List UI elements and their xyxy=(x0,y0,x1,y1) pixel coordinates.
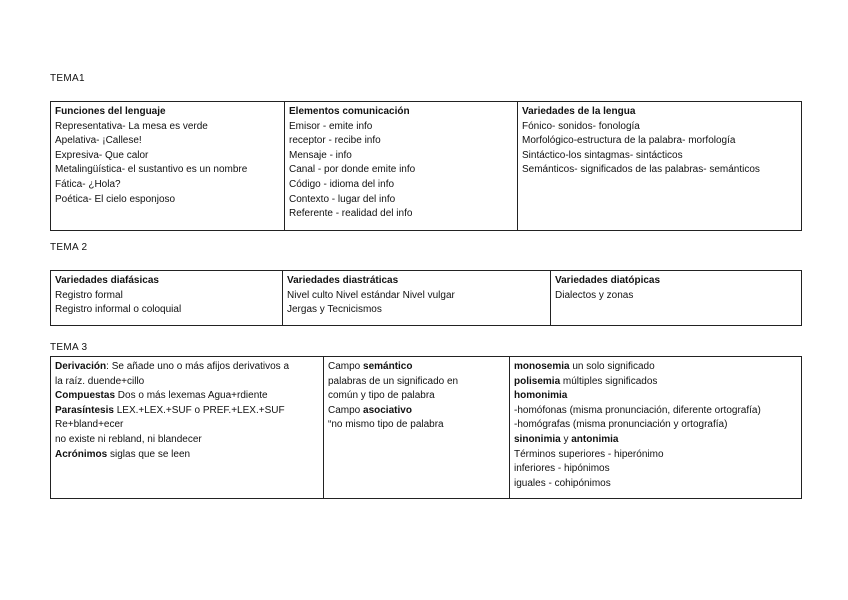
hiperonimo-line: Términos superiores - hiperónimo xyxy=(514,448,664,460)
campo-line: común y tipo de palabra xyxy=(328,390,435,402)
campo-line: “no mismo tipo de palabra xyxy=(328,419,444,431)
tema2-title: TEMA 2 xyxy=(50,242,88,253)
homografas-line: -homógrafas (misma pronunciación y ortografía) xyxy=(514,419,728,431)
formacion-palabras-cell xyxy=(51,357,324,499)
funcion-line: Poética- El cielo esponjoso xyxy=(55,193,176,205)
variedades-lengua-header: Variedades de la lengua xyxy=(522,106,636,117)
monosemia-line xyxy=(514,360,797,375)
variedad-line: Morfológico-estructura de la palabra- morfología xyxy=(522,135,736,147)
campo-semantico-term: semántico xyxy=(363,361,413,372)
funcion-line: Representativa- La mesa es verde xyxy=(55,120,208,132)
campo-line: palabras de un significado en xyxy=(328,375,459,387)
derivacion-line xyxy=(55,360,319,375)
elemento-line: Canal - por donde emite info xyxy=(289,164,416,176)
elemento-line: Referente - realidad del info xyxy=(289,208,413,220)
tema1-table xyxy=(50,101,802,231)
elementos-comunicacion-header: Elementos comunicación xyxy=(289,106,410,117)
diafasica-line: Registro informal o coloquial xyxy=(55,304,182,316)
conjunction-text: y xyxy=(560,433,572,445)
diafasica-line: Registro formal xyxy=(55,289,123,301)
diatopicas-cell xyxy=(551,271,802,326)
monosemia-text: un solo significado xyxy=(569,361,655,372)
funcion-line: Metalingüística- el sustantivo es un nombre xyxy=(55,164,248,176)
antonimia-term: antonimia xyxy=(571,433,619,445)
acronimos-line xyxy=(55,448,319,463)
compuestas-text: Dos o más lexemas Agua+rdiente xyxy=(115,390,268,402)
diafasicas-cell xyxy=(51,271,283,326)
variedad-line: Fónico- sonidos- fonología xyxy=(522,120,640,132)
diastraticas-header: Variedades diastráticas xyxy=(287,275,399,286)
campos-cell xyxy=(324,357,510,499)
variedad-line: Sintáctico-los sintagmas- sintácticos xyxy=(522,149,683,161)
diastratica-line: Jergas y Tecnicismos xyxy=(287,304,382,316)
derivacion-text: : Se añade uno o más afijos derivativos a xyxy=(106,361,290,372)
tema1-title: TEMA1 xyxy=(50,73,85,84)
derivacion-cont: la raíz. duende+cillo xyxy=(55,375,145,387)
campo-asociativo-term: asociativo xyxy=(363,404,412,416)
elemento-line: receptor - recibe info xyxy=(289,135,381,147)
campo-prefix: Campo xyxy=(328,361,364,372)
diafasicas-header: Variedades diafásicas xyxy=(55,275,159,286)
diatopica-line: Dialectos y zonas xyxy=(555,289,634,301)
polisemia-line xyxy=(514,375,797,390)
cohiponimos-line: iguales - cohipónimos xyxy=(514,477,611,489)
funcion-line: Expresiva- Que calor xyxy=(55,149,149,161)
variedades-lengua-cell xyxy=(518,102,802,231)
elemento-line: Contexto - lugar del info xyxy=(289,193,396,205)
campo-asociativo-line xyxy=(328,404,505,419)
parasintesis-text: LEX.+LEX.+SUF o PREF.+LEX.+SUF xyxy=(113,404,285,416)
compuestas-line xyxy=(55,389,319,404)
parasintesis-line xyxy=(55,404,319,419)
relaciones-significado-cell xyxy=(510,357,802,499)
variedad-line: Semánticos- significados de las palabras- semánticos xyxy=(522,164,760,176)
funcion-line: Fática- ¿Hola? xyxy=(55,178,121,190)
elemento-line: Emisor - emite info xyxy=(289,120,373,132)
compuestas-term: Compuestas xyxy=(55,390,116,402)
homonimia-term: homonimia xyxy=(514,390,568,402)
acronimos-term: Acrónimos xyxy=(55,448,108,460)
monosemia-term: monosemia xyxy=(514,361,570,372)
funciones-lenguaje-cell xyxy=(51,102,285,231)
diatopicas-header: Variedades diatópicas xyxy=(555,275,661,286)
polisemia-text: múltiples significados xyxy=(560,375,658,387)
elementos-comunicacion-cell xyxy=(285,102,518,231)
campo-prefix: Campo xyxy=(328,404,364,416)
funcion-line: Apelativa- ¡Callese! xyxy=(55,135,142,147)
funciones-lenguaje-header: Funciones del lenguaje xyxy=(55,106,166,117)
derivacion-term: Derivación xyxy=(55,361,107,372)
tema3-table xyxy=(50,356,802,499)
hiponimos-line: inferiores - hipónimos xyxy=(514,463,610,475)
sinonimia-term: sinonimia xyxy=(514,433,561,445)
polisemia-term: polisemia xyxy=(514,375,561,387)
parasintesis-term: Parasíntesis xyxy=(55,404,114,416)
homofonas-line: -homófonas (misma pronunciación, diferente ortografía) xyxy=(514,404,761,416)
campo-semantico-line xyxy=(328,360,505,375)
example-line: no existe ni rebland, ni blandecer xyxy=(55,433,202,445)
sinonimia-line xyxy=(514,433,797,448)
tema3-title: TEMA 3 xyxy=(50,342,88,353)
acronimos-text: siglas que se leen xyxy=(107,448,191,460)
example-line: Re+bland+ecer xyxy=(55,419,124,431)
tema2-table xyxy=(50,270,802,326)
diastratica-line: Nivel culto Nivel estándar Nivel vulgar xyxy=(287,289,455,301)
elemento-line: Mensaje - info xyxy=(289,149,352,161)
diastraticas-cell xyxy=(283,271,551,326)
elemento-line: Código - idioma del info xyxy=(289,178,395,190)
